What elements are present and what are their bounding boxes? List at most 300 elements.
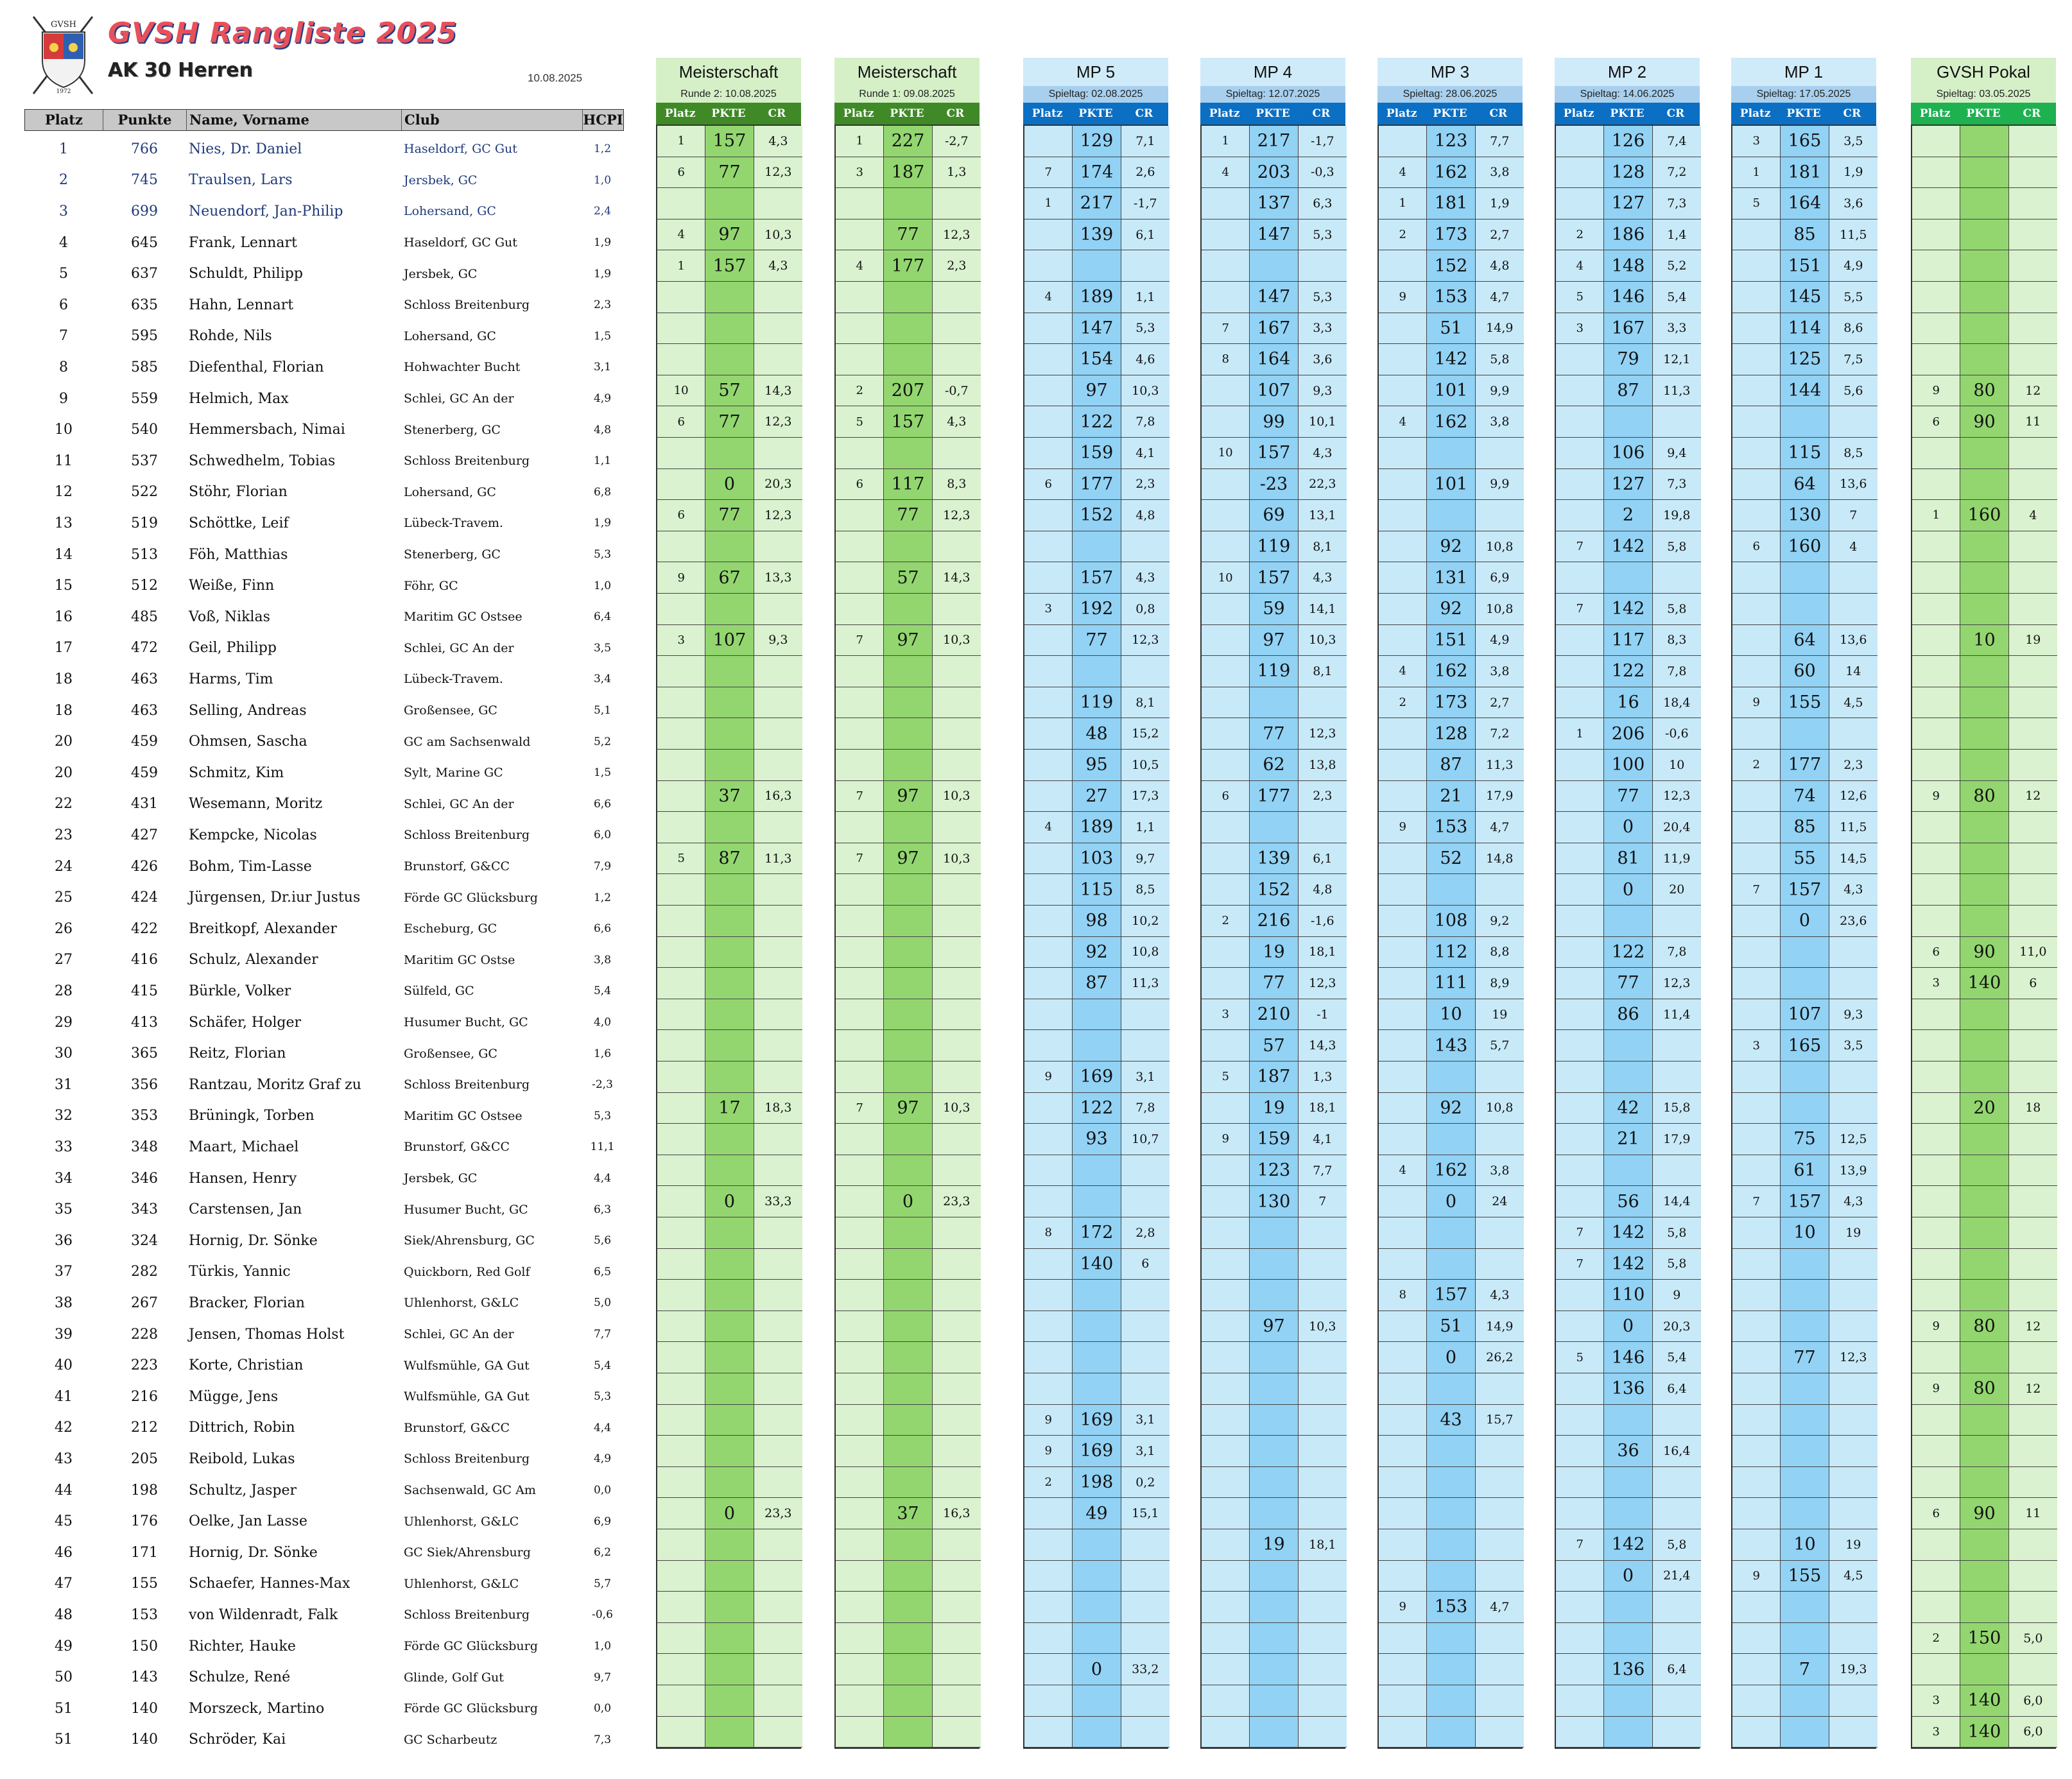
event-rank-cell: 7 — [1556, 531, 1604, 563]
hcpi-cell: 7,9 — [593, 860, 612, 873]
event-cr-cell: 2,6 — [1121, 157, 1170, 189]
event-cr-cell: 11,9 — [1653, 843, 1701, 875]
col-header-punkte[interactable]: Punkte — [103, 110, 187, 130]
event-rank-cell — [1732, 1623, 1781, 1654]
table-row[interactable] — [24, 1724, 623, 1756]
table-row[interactable] — [24, 321, 623, 352]
table-row[interactable] — [24, 1475, 623, 1506]
event-title[interactable]: MP 4 — [1200, 58, 1345, 86]
event-cr-cell — [1829, 1717, 1878, 1748]
table-row[interactable] — [24, 757, 623, 789]
rank-cell: 6 — [59, 296, 68, 313]
table-row[interactable] — [24, 789, 623, 820]
event-points-cell — [705, 1280, 754, 1311]
event-cr-cell: 6,0 — [2009, 1717, 2057, 1748]
event-title[interactable]: MP 5 — [1023, 58, 1168, 86]
event-block — [834, 58, 980, 1749]
event-rank-cell — [657, 1561, 705, 1592]
event-rank-cell — [657, 344, 705, 375]
subheader-pkte: PKTE — [1433, 107, 1467, 120]
event-cr-cell — [933, 687, 981, 719]
table-row[interactable] — [24, 445, 623, 477]
event-cr-cell: 11,5 — [1829, 219, 1878, 251]
event-title[interactable]: MP 1 — [1731, 58, 1876, 86]
event-points-cell — [884, 344, 932, 375]
table-row[interactable] — [24, 1319, 623, 1350]
event-grid — [1731, 125, 1876, 1749]
event-cr-cell — [1476, 1249, 1524, 1280]
club-name: Brunstorf, G&CC — [404, 1420, 510, 1435]
event-cr-cell: 26,2 — [1476, 1342, 1524, 1373]
points-cell: 422 — [131, 920, 158, 937]
event-points-cell: 203 — [1250, 157, 1298, 189]
event-rank-cell — [836, 999, 884, 1031]
player-name: Föh, Matthias — [189, 546, 288, 563]
event-points-cell: 92 — [1427, 594, 1475, 625]
points-cell: 212 — [131, 1420, 158, 1436]
table-row[interactable] — [24, 1443, 623, 1475]
player-name: Oelke, Jan Lasse — [189, 1513, 307, 1530]
event-cr-cell — [1829, 562, 1878, 594]
rank-cell: 8 — [59, 359, 68, 375]
event-cr-cell — [933, 812, 981, 843]
event-points-cell: 173 — [1427, 219, 1475, 251]
event-date: Spieltag: 12.07.2025 — [1200, 86, 1345, 103]
col-header-hcpi[interactable]: HCPI — [583, 112, 623, 128]
hcpi-cell: 6,5 — [593, 1265, 612, 1278]
event-points-cell — [1250, 1498, 1298, 1529]
table-row[interactable] — [24, 1631, 623, 1662]
event-rank-cell: 6 — [836, 469, 884, 501]
points-cell: 513 — [131, 546, 158, 563]
event-rank-cell: 9 — [1912, 1311, 1960, 1343]
event-points-cell: 153 — [1427, 282, 1475, 313]
event-points-cell: 74 — [1781, 781, 1829, 812]
event-rank-cell: 1 — [836, 126, 884, 157]
event-date: Spieltag: 17.05.2025 — [1731, 86, 1876, 103]
event-rank-cell — [1556, 157, 1604, 189]
event-points-cell — [884, 906, 932, 937]
event-title[interactable]: MP 2 — [1555, 58, 1700, 86]
event-cr-cell — [933, 438, 981, 469]
event-cr-cell: 6,1 — [1121, 219, 1170, 251]
event-points-cell: 157 — [1781, 874, 1829, 906]
event-cr-cell — [1299, 1249, 1347, 1280]
event-points-cell — [1781, 1373, 1829, 1405]
event-cr-cell — [1829, 1093, 1878, 1124]
event-rank-cell — [1024, 874, 1073, 906]
event-cr-cell — [1829, 1498, 1878, 1529]
event-rank-cell — [657, 594, 705, 625]
event-rank-cell — [1556, 1155, 1604, 1187]
table-row[interactable] — [24, 1225, 623, 1257]
event-points-cell: 36 — [1604, 1436, 1652, 1467]
subheader-platz: Platz — [1740, 107, 1771, 120]
event-points-cell — [705, 1654, 754, 1685]
event-points-cell — [1250, 1717, 1298, 1748]
table-row[interactable] — [24, 352, 623, 383]
table-row[interactable] — [24, 539, 623, 571]
event-cr-cell: 4,5 — [1829, 687, 1878, 719]
event-points-cell: 206 — [1604, 718, 1652, 750]
table-row[interactable] — [24, 1101, 623, 1132]
event-rank-cell — [1732, 344, 1781, 375]
event-rank-cell — [1202, 1280, 1250, 1311]
event-rank-cell — [1379, 1436, 1427, 1467]
event-cr-cell — [754, 313, 802, 345]
event-rank-cell — [657, 1592, 705, 1623]
hcpi-cell: -2,3 — [592, 1078, 613, 1092]
event-points-cell — [705, 750, 754, 781]
event-cr-cell: 5,4 — [1653, 282, 1701, 313]
points-cell: 459 — [131, 734, 158, 750]
points-cell: 140 — [131, 1732, 158, 1748]
event-points-cell: 146 — [1604, 1342, 1652, 1373]
event-points-cell — [705, 1467, 754, 1499]
event-points-cell: 16 — [1604, 687, 1652, 719]
event-cr-cell: 5,8 — [1653, 1217, 1701, 1249]
event-cr-cell: 15,1 — [1121, 1498, 1170, 1529]
event-rank-cell — [836, 188, 884, 219]
hcpi-cell: 1,9 — [593, 267, 612, 280]
event-cr-cell — [1476, 500, 1524, 531]
event-rank-cell: 1 — [1556, 718, 1604, 750]
table-row[interactable] — [24, 726, 623, 757]
event-cr-cell: 10,3 — [933, 843, 981, 875]
event-cr-cell — [1299, 250, 1347, 282]
event-points-cell — [1960, 282, 2008, 313]
event-points-cell: 57 — [884, 562, 932, 594]
table-row[interactable] — [24, 477, 623, 508]
event-points-cell — [1604, 1467, 1652, 1499]
points-cell: 223 — [131, 1357, 158, 1374]
club-name: Haseldorf, GC Gut — [404, 236, 517, 250]
event-rank-cell — [1379, 500, 1427, 531]
event-rank-cell — [1202, 1623, 1250, 1654]
table-row[interactable] — [24, 1007, 623, 1038]
table-row[interactable] — [24, 633, 623, 664]
event-points-cell: 146 — [1604, 282, 1652, 313]
event-points-cell — [1073, 999, 1121, 1031]
event-title[interactable]: Meisterschaft — [834, 58, 980, 86]
event-points-cell: 151 — [1781, 250, 1829, 282]
rank-cell: 10 — [55, 422, 73, 438]
event-rank-cell — [1912, 531, 1960, 563]
table-row[interactable] — [24, 975, 623, 1007]
table-row[interactable] — [24, 570, 623, 601]
event-cr-cell — [1653, 562, 1701, 594]
event-points-cell: 67 — [705, 562, 754, 594]
points-cell: 699 — [131, 203, 158, 219]
event-points-cell — [1250, 1467, 1298, 1499]
svg-text:1972: 1972 — [56, 89, 71, 95]
event-cr-cell: 5,8 — [1476, 344, 1524, 375]
event-points-cell — [1781, 1061, 1829, 1093]
event-cr-cell: 10,8 — [1476, 1093, 1524, 1124]
event-cr-cell — [2009, 656, 2057, 687]
event-rank-cell — [1024, 1186, 1073, 1217]
hcpi-cell: 6,0 — [593, 829, 612, 842]
subheader-cr: CR — [1135, 107, 1153, 120]
event-points-cell — [1781, 1249, 1829, 1280]
event-rank-cell: 4 — [1556, 250, 1604, 282]
rank-cell: 45 — [55, 1513, 73, 1530]
event-points-cell: 21 — [1427, 781, 1475, 812]
table-row[interactable] — [24, 1194, 623, 1225]
points-cell: 766 — [131, 141, 158, 157]
event-cr-cell — [2009, 531, 2057, 563]
event-points-cell: 157 — [705, 126, 754, 157]
event-points-cell — [1960, 1529, 2008, 1561]
event-points-cell — [1960, 250, 2008, 282]
table-row[interactable] — [24, 383, 623, 415]
event-cr-cell: 5,2 — [1653, 250, 1701, 282]
col-header-club[interactable]: Club — [402, 110, 583, 130]
rank-cell: 51 — [55, 1700, 73, 1717]
event-title[interactable]: Meisterschaft — [656, 58, 801, 86]
club-name: Uhlenhorst, G&LC — [404, 1296, 519, 1311]
col-header-platz[interactable]: Platz — [25, 110, 103, 130]
table-row[interactable] — [24, 1381, 623, 1413]
points-cell: 150 — [131, 1638, 158, 1654]
event-rank-cell — [1202, 1217, 1250, 1249]
event-rank-cell — [1379, 1217, 1427, 1249]
event-points-cell: 51 — [1427, 313, 1475, 345]
event-points-cell — [705, 1342, 754, 1373]
table-row[interactable] — [24, 695, 623, 726]
event-rank-cell — [1732, 656, 1781, 687]
rank-cell: 30 — [55, 1045, 73, 1062]
table-row[interactable] — [24, 1693, 623, 1724]
table-row[interactable] — [24, 133, 623, 165]
rank-cell: 40 — [55, 1357, 73, 1374]
event-rank-cell — [1379, 1093, 1427, 1124]
event-points-cell: 139 — [1073, 219, 1121, 251]
event-rank-cell — [836, 1654, 884, 1685]
event-points-cell: 57 — [1250, 1030, 1298, 1061]
event-rank-cell: 9 — [1379, 282, 1427, 313]
event-rank-cell — [1024, 968, 1073, 999]
event-points-cell — [705, 1030, 754, 1061]
event-cr-cell: 14,5 — [1829, 843, 1878, 875]
event-cr-cell: 10,3 — [1299, 1311, 1347, 1343]
event-cr-cell — [1121, 531, 1170, 563]
event-title[interactable]: MP 3 — [1377, 58, 1523, 86]
event-block — [656, 58, 801, 1749]
event-points-cell: 154 — [1073, 344, 1121, 375]
event-rank-cell — [1024, 562, 1073, 594]
event-cr-cell — [933, 1436, 981, 1467]
hcpi-cell: 7,3 — [593, 1733, 612, 1746]
event-rank-cell — [1024, 1529, 1073, 1561]
table-row[interactable] — [24, 414, 623, 445]
event-cr-cell — [933, 750, 981, 781]
event-rank-cell — [1556, 812, 1604, 843]
event-points-cell: 52 — [1427, 843, 1475, 875]
event-rank-cell — [1912, 1436, 1960, 1467]
player-name: Voß, Niklas — [189, 608, 270, 625]
table-row[interactable] — [24, 882, 623, 913]
event-cr-cell — [1476, 1685, 1524, 1717]
table-row[interactable] — [24, 664, 623, 695]
event-points-cell — [1427, 1623, 1475, 1654]
event-points-cell: 125 — [1781, 344, 1829, 375]
table-row[interactable] — [24, 508, 623, 539]
rank-cell: 36 — [55, 1232, 73, 1249]
table-row[interactable] — [24, 1163, 623, 1194]
table-row[interactable] — [24, 289, 623, 321]
event-points-cell: 155 — [1781, 1561, 1829, 1592]
club-name: Siek/Ahrensburg, GC — [404, 1233, 535, 1248]
event-points-cell: 123 — [1250, 1155, 1298, 1187]
event-subheader — [1911, 103, 2056, 125]
event-cr-cell — [1121, 1311, 1170, 1343]
event-rank-cell — [1024, 1623, 1073, 1654]
event-rank-cell — [1556, 906, 1604, 937]
player-name: Rohde, Nils — [189, 328, 272, 345]
table-row[interactable] — [24, 258, 623, 289]
event-cr-cell: 12,3 — [1653, 781, 1701, 812]
col-header-name[interactable]: Name, Vorname — [187, 110, 402, 130]
event-cr-cell: 5,8 — [1653, 531, 1701, 563]
event-rank-cell: 5 — [1556, 1342, 1604, 1373]
event-cr-cell — [933, 1030, 981, 1061]
table-row[interactable] — [24, 1038, 623, 1069]
event-rank-cell — [836, 1623, 884, 1654]
event-rank-cell — [1732, 406, 1781, 438]
points-cell: 356 — [131, 1076, 158, 1093]
rank-cell: 20 — [55, 734, 73, 750]
table-row[interactable] — [24, 1599, 623, 1631]
event-cr-cell: -0,6 — [1653, 718, 1701, 750]
subheader-cr: CR — [1312, 107, 1331, 120]
event-cr-cell — [933, 1311, 981, 1343]
event-points-cell: 64 — [1781, 625, 1829, 657]
player-name: Hansen, Henry — [189, 1170, 297, 1187]
table-row[interactable] — [24, 165, 623, 196]
table-row[interactable] — [24, 1350, 623, 1381]
event-points-cell: 129 — [1073, 126, 1121, 157]
event-rank-cell — [1379, 906, 1427, 937]
table-row[interactable] — [24, 1568, 623, 1600]
rank-cell: 4 — [59, 234, 68, 251]
event-cr-cell: 12,3 — [1829, 1342, 1878, 1373]
event-points-cell: 97 — [1250, 1311, 1298, 1343]
table-row[interactable] — [24, 1069, 623, 1101]
club-name: Förde GC Glücksburg — [404, 1639, 538, 1654]
event-cr-cell — [754, 1405, 802, 1436]
table-row[interactable] — [24, 1662, 623, 1693]
event-cr-cell: 3,3 — [1299, 313, 1347, 345]
event-points-cell — [884, 1717, 932, 1748]
table-row[interactable] — [24, 196, 623, 227]
event-cr-cell — [1299, 1623, 1347, 1654]
event-rank-cell: 6 — [1024, 469, 1073, 501]
event-points-cell: 42 — [1604, 1093, 1652, 1124]
event-points-cell: 155 — [1781, 687, 1829, 719]
event-cr-cell: 7,8 — [1653, 937, 1701, 968]
event-rank-cell — [1024, 1030, 1073, 1061]
event-rank-cell — [1024, 1717, 1073, 1748]
event-rank-cell — [1912, 1280, 1960, 1311]
table-row[interactable] — [24, 227, 623, 259]
points-cell: 324 — [131, 1232, 158, 1249]
event-cr-cell — [2009, 1217, 2057, 1249]
points-cell: 540 — [131, 422, 158, 438]
table-row[interactable] — [24, 1257, 623, 1288]
event-rank-cell: 6 — [1732, 531, 1781, 563]
table-row[interactable] — [24, 1287, 623, 1319]
event-points-cell: 92 — [1073, 937, 1121, 968]
event-rank-cell — [836, 1030, 884, 1061]
event-rank-cell: 7 — [1732, 1186, 1781, 1217]
event-rank-cell: 1 — [1732, 157, 1781, 189]
table-row[interactable] — [24, 601, 623, 633]
event-cr-cell — [1299, 1405, 1347, 1436]
table-row[interactable] — [24, 945, 623, 976]
event-rank-cell — [1912, 1061, 1960, 1093]
event-rank-cell: 9 — [1024, 1436, 1073, 1467]
hcpi-cell: 4,9 — [593, 392, 612, 406]
table-row[interactable] — [24, 1131, 623, 1163]
event-rank-cell: 4 — [1379, 656, 1427, 687]
event-rank-cell — [836, 344, 884, 375]
event-rank-cell — [1202, 1592, 1250, 1623]
event-title[interactable]: GVSH Pokal — [1911, 58, 2056, 86]
event-rank-cell: 7 — [1556, 594, 1604, 625]
event-rank-cell — [1732, 313, 1781, 345]
event-rank-cell — [657, 1093, 705, 1124]
event-rank-cell — [1379, 1561, 1427, 1592]
subheader-platz: Platz — [1919, 107, 1951, 120]
event-rank-cell — [836, 1592, 884, 1623]
table-row[interactable] — [24, 1537, 623, 1568]
event-points-cell: 177 — [884, 250, 932, 282]
rank-cell: 39 — [55, 1326, 73, 1343]
table-row[interactable] — [24, 851, 623, 882]
event-rank-cell — [1202, 219, 1250, 251]
event-points-cell — [1073, 1685, 1121, 1717]
event-rank-cell: 2 — [836, 375, 884, 407]
event-cr-cell — [2009, 1561, 2057, 1592]
rank-cell: 51 — [55, 1732, 73, 1748]
event-rank-cell — [1556, 625, 1604, 657]
table-row[interactable] — [24, 913, 623, 945]
event-points-cell: 95 — [1073, 750, 1121, 781]
table-row[interactable] — [24, 1506, 623, 1537]
table-row[interactable] — [24, 820, 623, 851]
event-rank-cell — [1912, 1561, 1960, 1592]
event-cr-cell — [933, 344, 981, 375]
event-rank-cell — [1024, 625, 1073, 657]
event-cr-cell — [1653, 1623, 1701, 1654]
event-cr-cell: -1,7 — [1121, 188, 1170, 219]
rank-cell: 37 — [55, 1264, 73, 1280]
event-rank-cell — [1379, 999, 1427, 1031]
hcpi-cell: 5,1 — [593, 704, 612, 718]
event-cr-cell: 7,3 — [1653, 188, 1701, 219]
event-points-cell — [1427, 1654, 1475, 1685]
event-cr-cell: 3,3 — [1653, 313, 1701, 345]
event-points-cell: 101 — [1427, 375, 1475, 407]
event-points-cell — [1604, 1405, 1652, 1436]
event-cr-cell: 3,8 — [1476, 406, 1524, 438]
table-row[interactable] — [24, 1413, 623, 1444]
event-points-cell: 77 — [705, 500, 754, 531]
event-points-cell — [1960, 1405, 2008, 1436]
event-rank-cell — [1202, 1249, 1250, 1280]
event-rank-cell — [1202, 1030, 1250, 1061]
